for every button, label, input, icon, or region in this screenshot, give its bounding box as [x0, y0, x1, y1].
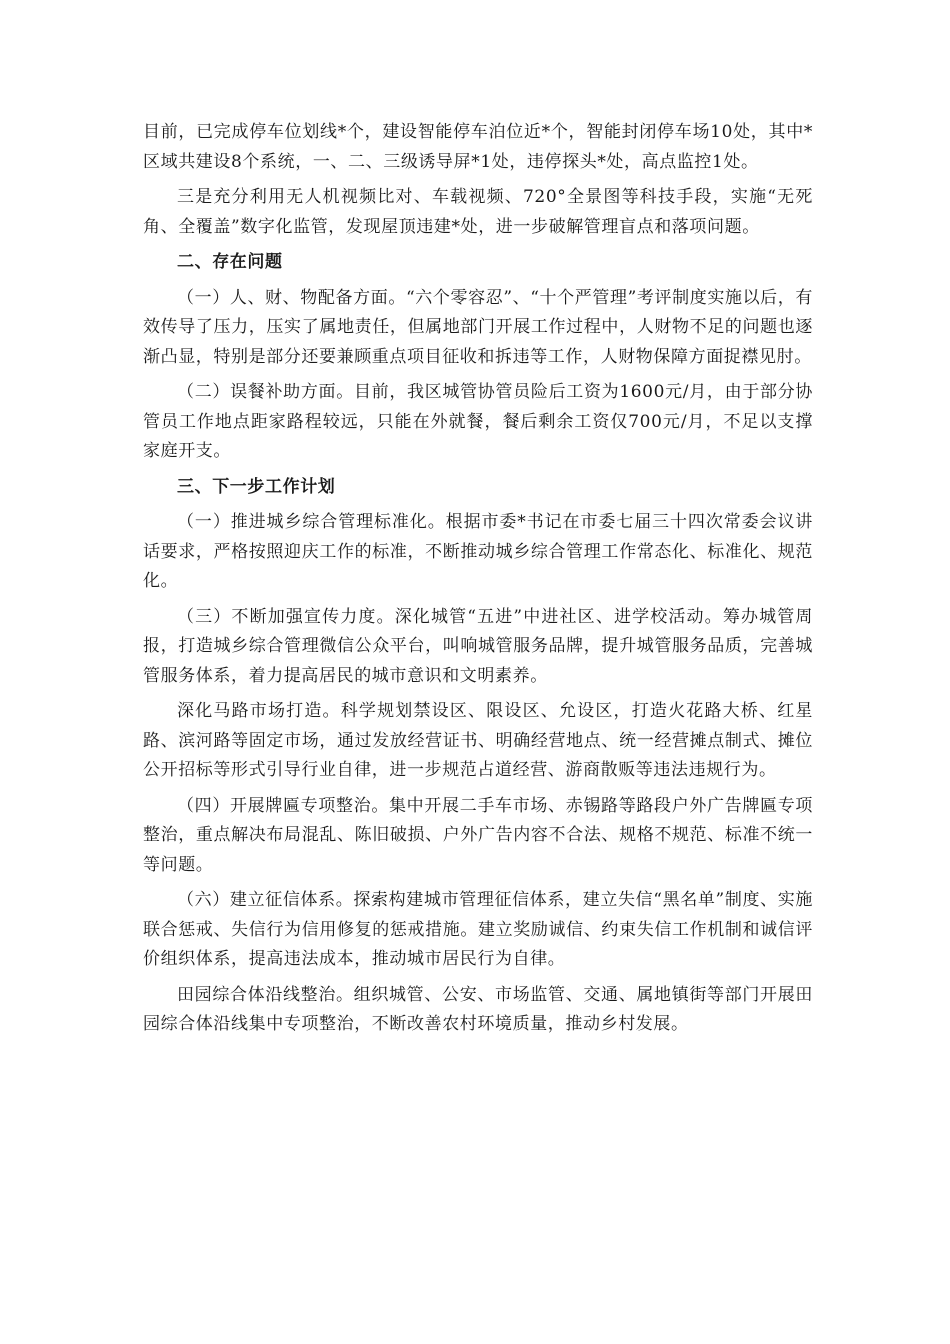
paragraph-publicity: （三）不断加强宣传力度。深化城管“五进”中进社区、进学校活动。筹办城管周报，打造城乡综合管理微信公众平台，叫响城管服务品牌，提升城管服务品质，完善城管服务体系，着力提高居民的城市意识和文明素养。	[143, 606, 813, 686]
paragraph-signboard-rectification: （四）开展牌匾专项整治。集中开展二手车市场、赤锡路等路段户外广告牌匾专项整治，重点解决布局混乱、陈旧破损、户外广告内容不合法、规格不规范、标准不统一等问题。	[143, 795, 813, 875]
paragraph-standardization: （一）推进城乡综合管理标准化。根据市委*书记在市委七届三十四次常委会议讲话要求，严格按照迎庆工作的标准，不断推动城乡综合管理工作常态化、标准化、规范化。	[143, 512, 813, 591]
section-heading-next-steps: 三、下一步工作计划	[177, 476, 336, 497]
document-body	[143, 118, 813, 1046]
paragraph-rural-complex: 田园综合体沿线整治。组织城管、公安、市场监管、交通、属地镇街等部门开展田园综合体沿线集中专项整治，不断改善农村环境质量，推动乡村发展。	[143, 984, 813, 1034]
paragraph-resources-problem: （一）人、财、物配备方面。“六个零容忍”、“十个严管理”考评制度实施以后，有效传导了压力，压实了属地责任，但属地部门开展工作过程中，人财物不足的问题也逐渐凸显，特别是部分还要兼顾重点项目征收和拆违等工作，人财物保障方面捉襟见肘。	[143, 287, 813, 367]
paragraph-road-market: 深化马路市场打造。科学规划禁设区、限设区、允设区，打造火花路大桥、红星路、滨河路等固定市场，通过发放经营证书、明确经营地点、统一经营摊点制式、摊位公开招标等形式引导行业自律，进一步规范占道经营、游商散贩等违法违规行为。	[143, 701, 813, 780]
section-heading-problems: 二、存在问题	[177, 252, 283, 272]
paragraph-parking-progress: 目前，已完成停车位划线*个，建设智能停车泊位近*个，智能封闭停车场10处，其中*区域共建设8个系统，一、二、三级诱导屏*1处，违停探头*处，高点监控1处。	[143, 122, 813, 172]
paragraph-digital-supervision: 三是充分利用无人机视频比对、车载视频、720°全景图等科技手段，实施“无死角、全覆盖”数字化监管，发现屋顶违建*处，进一步破解管理盲点和落项问题。	[143, 187, 813, 237]
paragraph-meal-subsidy-problem: （二）误餐补助方面。目前，我区城管协管员险后工资为1600元/月，由于部分协管员工作地点距家路程较远，只能在外就餐，餐后剩余工资仅700元/月，不足以支撑家庭开支。	[143, 382, 813, 461]
paragraph-credit-system: （六）建立征信体系。探索构建城市管理征信体系，建立失信“黑名单”制度、实施联合惩戒、失信行为信用修复的惩戒措施。建立奖励诚信、约束失信工作机制和诚信评价组织体系，提高违法成本，推动城市居民行为自律。	[143, 890, 813, 969]
